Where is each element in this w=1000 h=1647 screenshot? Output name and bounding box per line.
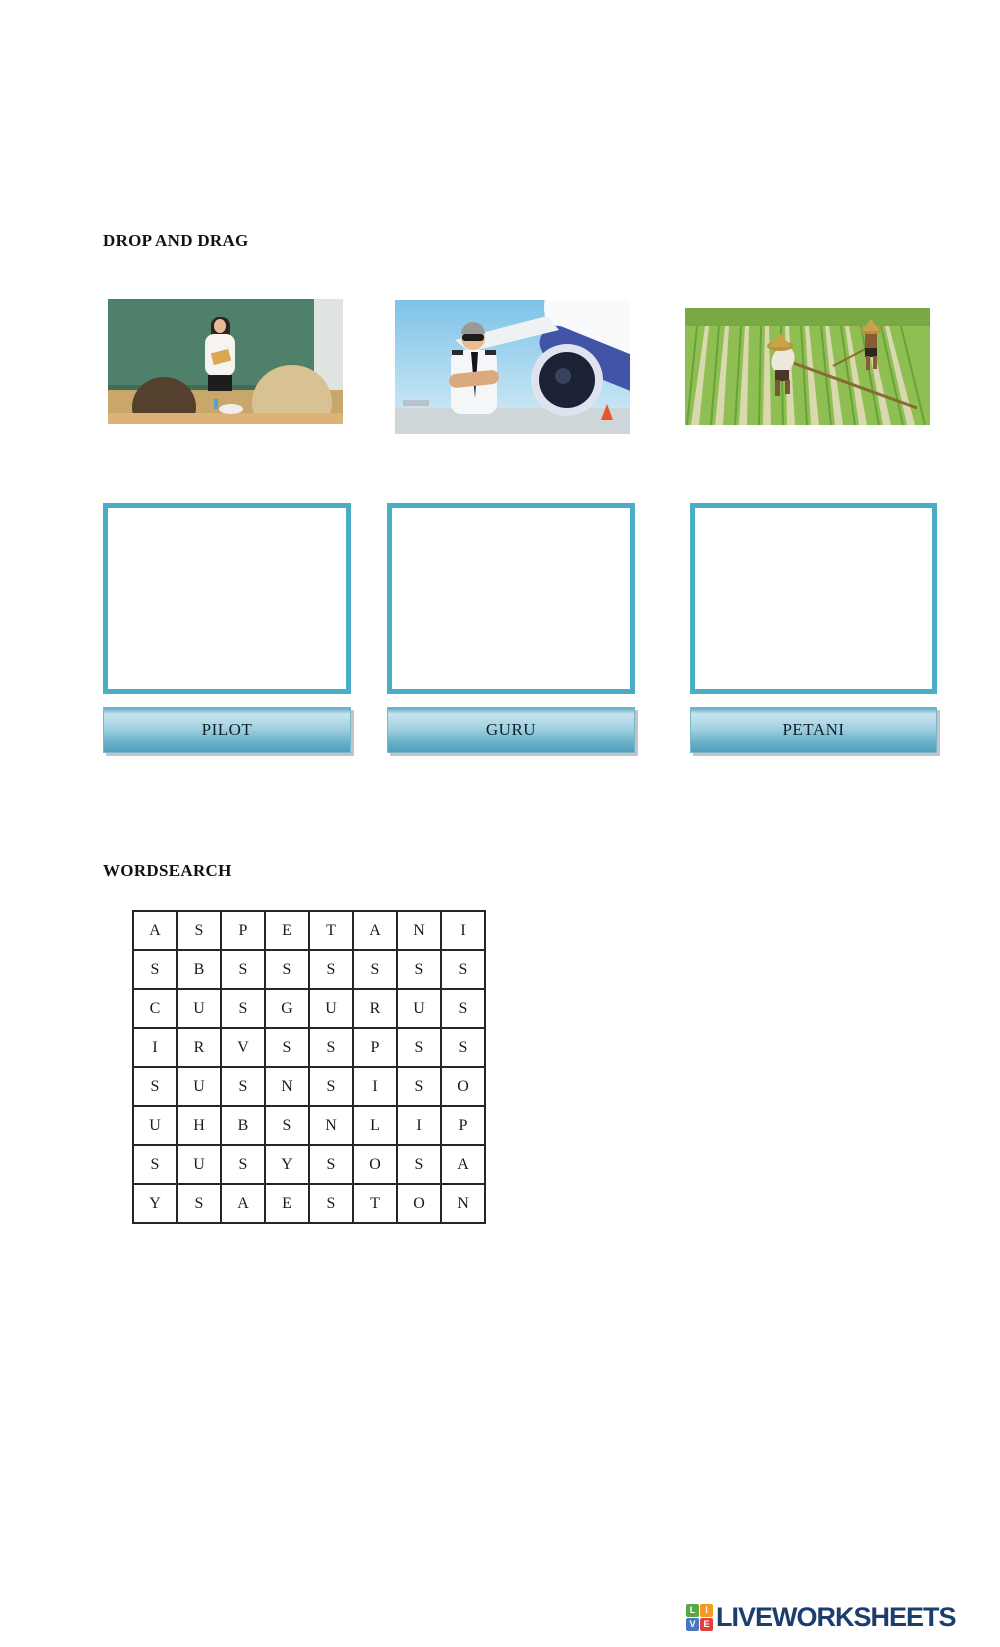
grid-cell[interactable]: O xyxy=(441,1067,485,1106)
grid-cell[interactable]: S xyxy=(221,1145,265,1184)
grid-cell[interactable]: E xyxy=(265,911,309,950)
drop-box-1[interactable] xyxy=(103,503,351,694)
grid-cell[interactable]: U xyxy=(177,1145,221,1184)
ricefield-photo xyxy=(685,308,930,425)
grid-row xyxy=(133,1184,485,1223)
grid-cell[interactable]: S xyxy=(441,950,485,989)
grid-cell[interactable]: S xyxy=(221,989,265,1028)
liveworksheets-logo-text: LIVEWORKSHEETS xyxy=(716,1602,956,1632)
logo-tile-e: E xyxy=(700,1618,713,1631)
grid-cell[interactable]: C xyxy=(133,989,177,1028)
grid-cell[interactable]: I xyxy=(353,1067,397,1106)
wordsearch-grid xyxy=(132,910,486,1224)
grid-cell[interactable]: G xyxy=(265,989,309,1028)
grid-cell[interactable]: B xyxy=(177,950,221,989)
liveworksheets-logo-link[interactable] xyxy=(686,1602,956,1633)
grid-cell[interactable]: H xyxy=(177,1106,221,1145)
grid-cell[interactable]: P xyxy=(441,1106,485,1145)
grid-row xyxy=(133,950,485,989)
grid-cell[interactable]: S xyxy=(309,1067,353,1106)
pilot-illustration xyxy=(395,300,630,434)
grid-cell[interactable]: O xyxy=(397,1184,441,1223)
grid-cell[interactable]: I xyxy=(397,1106,441,1145)
grid-cell[interactable]: R xyxy=(353,989,397,1028)
grid-cell[interactable]: A xyxy=(221,1184,265,1223)
grid-cell[interactable]: I xyxy=(441,911,485,950)
grid-cell[interactable]: S xyxy=(133,1145,177,1184)
wordsearch-heading: WORDSEARCH xyxy=(103,861,232,880)
grid-cell[interactable]: S xyxy=(397,950,441,989)
grid-cell[interactable]: U xyxy=(133,1106,177,1145)
classroom-illustration xyxy=(108,299,343,424)
grid-cell[interactable]: A xyxy=(133,911,177,950)
grid-cell[interactable]: Y xyxy=(265,1145,309,1184)
grid-cell[interactable]: N xyxy=(397,911,441,950)
grid-cell[interactable]: S xyxy=(221,950,265,989)
liveworksheets-logo-icon xyxy=(686,1604,713,1632)
grid-cell[interactable]: S xyxy=(177,911,221,950)
drop-box-3[interactable] xyxy=(690,503,937,694)
pilot-photo xyxy=(395,300,630,434)
grid-cell[interactable]: V xyxy=(221,1028,265,1067)
drop-box-2[interactable] xyxy=(387,503,635,694)
grid-cell[interactable]: S xyxy=(309,1028,353,1067)
grid-cell[interactable]: Y xyxy=(133,1184,177,1223)
drag-section-heading: DROP AND DRAG xyxy=(103,231,249,250)
grid-cell[interactable]: E xyxy=(265,1184,309,1223)
grid-cell[interactable]: A xyxy=(353,911,397,950)
grid-cell[interactable]: S xyxy=(441,1028,485,1067)
grid-cell[interactable]: S xyxy=(397,1067,441,1106)
grid-cell[interactable]: U xyxy=(177,1067,221,1106)
grid-cell[interactable]: P xyxy=(221,911,265,950)
grid-cell[interactable]: U xyxy=(397,989,441,1028)
grid-cell[interactable]: S xyxy=(177,1184,221,1223)
grid-row xyxy=(133,1106,485,1145)
grid-row xyxy=(133,1145,485,1184)
logo-tile-l: L xyxy=(686,1604,699,1617)
grid-row xyxy=(133,911,485,950)
grid-cell[interactable]: S xyxy=(221,1067,265,1106)
grid-cell[interactable]: T xyxy=(353,1184,397,1223)
grid-cell[interactable]: S xyxy=(353,950,397,989)
grid-cell[interactable]: S xyxy=(397,1028,441,1067)
classroom-photo xyxy=(108,299,343,424)
grid-cell[interactable]: N xyxy=(441,1184,485,1223)
grid-cell[interactable]: S xyxy=(309,950,353,989)
grid-cell[interactable]: S xyxy=(265,950,309,989)
grid-cell[interactable]: N xyxy=(265,1067,309,1106)
grid-cell[interactable]: R xyxy=(177,1028,221,1067)
grid-cell[interactable]: U xyxy=(177,989,221,1028)
logo-tile-i: I xyxy=(700,1604,713,1617)
grid-cell[interactable]: S xyxy=(309,1145,353,1184)
grid-cell[interactable]: S xyxy=(133,950,177,989)
grid-cell[interactable]: S xyxy=(441,989,485,1028)
draggable-guru[interactable]: GURU xyxy=(387,707,635,753)
grid-cell[interactable]: I xyxy=(133,1028,177,1067)
grid-cell[interactable]: L xyxy=(353,1106,397,1145)
grid-row xyxy=(133,989,485,1028)
grid-cell[interactable]: A xyxy=(441,1145,485,1184)
draggable-pilot[interactable]: PILOT xyxy=(103,707,351,753)
logo-tile-v: V xyxy=(686,1618,699,1631)
grid-cell[interactable]: S xyxy=(397,1145,441,1184)
grid-cell[interactable]: S xyxy=(309,1184,353,1223)
grid-cell[interactable]: U xyxy=(309,989,353,1028)
grid-cell[interactable]: S xyxy=(265,1028,309,1067)
grid-row xyxy=(133,1028,485,1067)
grid-cell[interactable]: N xyxy=(309,1106,353,1145)
wordsearch-grid-body xyxy=(133,911,485,1223)
draggable-petani[interactable]: PETANI xyxy=(690,707,937,753)
grid-cell[interactable]: S xyxy=(265,1106,309,1145)
grid-cell[interactable]: O xyxy=(353,1145,397,1184)
grid-cell[interactable]: T xyxy=(309,911,353,950)
grid-cell[interactable]: B xyxy=(221,1106,265,1145)
grid-cell[interactable]: S xyxy=(133,1067,177,1106)
ricefield-illustration xyxy=(685,308,930,425)
grid-row xyxy=(133,1067,485,1106)
grid-cell[interactable]: P xyxy=(353,1028,397,1067)
